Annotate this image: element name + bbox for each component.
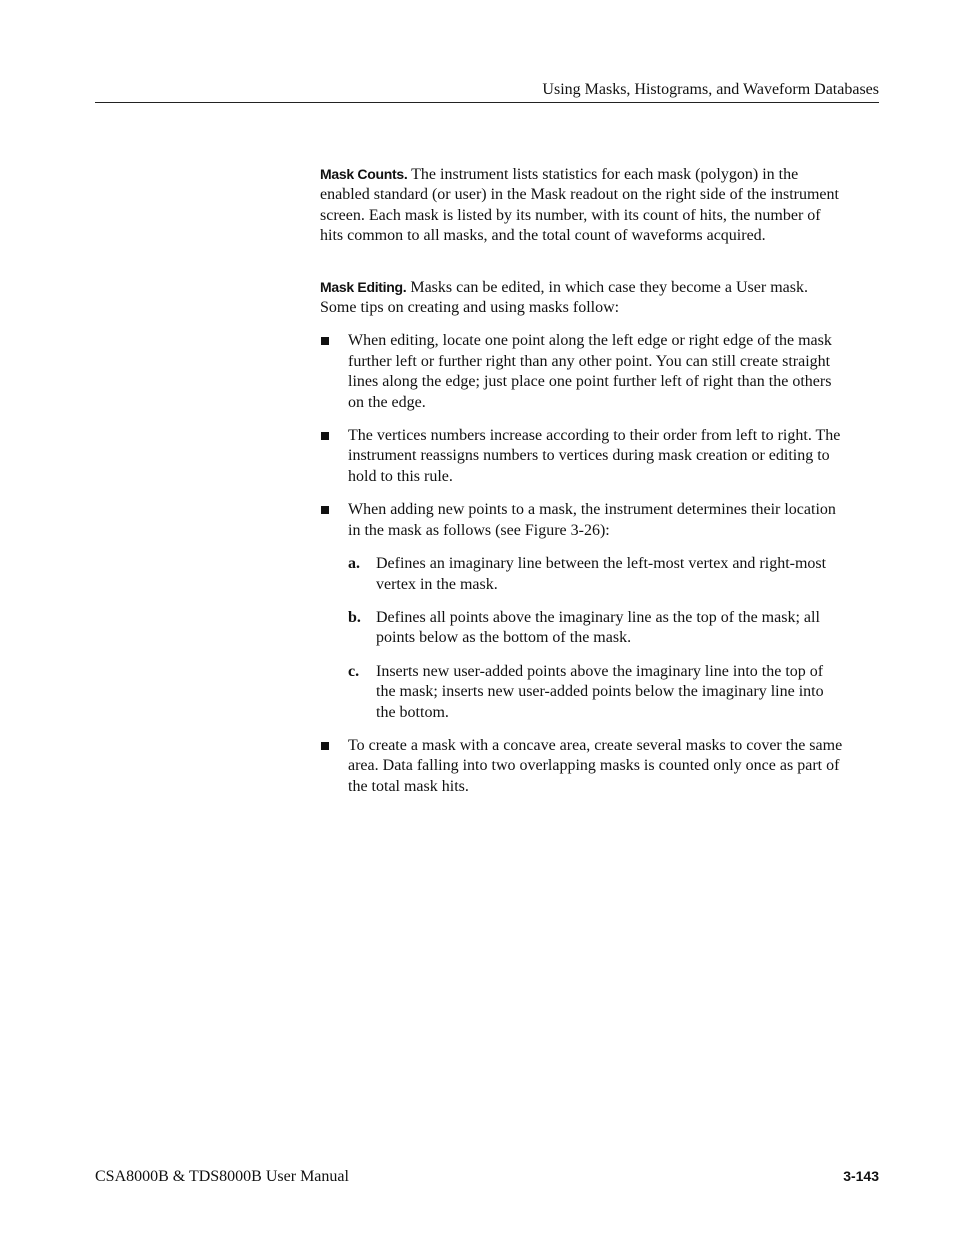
- tip-1-line-4: on the edge.: [348, 393, 426, 411]
- tip-2-line-3: hold to this rule.: [348, 467, 453, 485]
- mask-editing-line-1: [320, 277, 880, 298]
- bullet-square-icon: [321, 742, 329, 750]
- tip-2-line-1: The vertices numbers increase according to their order from left to right. The: [348, 427, 841, 445]
- step-b-line-2: points below as the bottom of the mask.: [376, 629, 632, 647]
- step-a-line-1: Defines an imaginary line between the left-most vertex and right-most: [376, 555, 827, 573]
- tip-3-line-1: When adding new points to a mask, the instrument determines their location: [348, 501, 836, 519]
- step-item: [348, 554, 880, 595]
- tip-4-line-2: area. Data falling into two overlapping masks is counted only once as part of: [348, 757, 840, 775]
- list-item: [320, 500, 880, 723]
- step-a-line-2: vertex in the mask.: [376, 575, 498, 593]
- tip-4-line-3: the total mask hits.: [348, 777, 469, 795]
- mask-editing-line-2: Some tips on creating and using masks follow:: [320, 299, 620, 317]
- step-letter: b.: [348, 608, 361, 626]
- tip-2-line-2: instrument reassigns numbers to vertices during mask creation or editing to: [348, 447, 830, 465]
- bullet-square-icon: [321, 432, 329, 440]
- step-c-line-2: the mask; inserts new user-added points below the imaginary line into: [376, 683, 824, 701]
- tip-1-line-1: When editing, locate one point along the left edge or right edge of the mask: [348, 332, 832, 350]
- list-item: [320, 736, 880, 797]
- step-c-line-1: Inserts new user-added points above the imaginary line into the top of: [376, 662, 824, 680]
- mask-counts-line-4: hits common to all masks, and the total count of waveforms acquired.: [320, 227, 766, 245]
- mask-counts-text-1: The instrument lists statistics for each mask (polygon) in the: [411, 166, 799, 183]
- step-letter: a.: [348, 555, 360, 573]
- mask-editing-paragraph: [320, 277, 880, 319]
- bullet-square-icon: [321, 337, 329, 345]
- tip-3-line-2: in the mask as follows (see Figure 3-26):: [348, 521, 610, 539]
- step-b-line-1: Defines all points above the imaginary line as the top of the mask; all: [376, 608, 820, 626]
- mask-counts-line-1: [320, 164, 880, 185]
- tip-4-line-1: To create a mask with a concave area, create several masks to cover the same: [348, 736, 843, 754]
- step-c-line-3: the bottom.: [376, 703, 449, 721]
- tip-1-line-3: lines along the edge; just place one point further left of right than the others: [348, 373, 832, 391]
- tip-1-line-2: further left or further right than any other point. You can still create straight: [348, 352, 831, 370]
- step-item: [348, 662, 880, 723]
- header-rule: [95, 102, 879, 103]
- mask-counts-line-2: enabled standard (or user) in the Mask readout on the right side of the instrument: [320, 186, 839, 204]
- mask-tips-list: [320, 331, 880, 797]
- list-item: [320, 331, 880, 413]
- footer-manual-title: CSA8000B & TDS8000B User Manual: [95, 1168, 349, 1185]
- list-item: [320, 426, 880, 487]
- page-content: [320, 164, 880, 810]
- page-header-title: Using Masks, Histograms, and Waveform Databases: [542, 81, 879, 98]
- mask-counts-line-3: screen. Each mask is listed by its number, with its count of hits, the number of: [320, 206, 821, 224]
- step-item: [348, 608, 880, 649]
- mask-editing-heading: Mask Editing.: [320, 278, 407, 295]
- footer-page-number: 3-143: [843, 1168, 879, 1184]
- mask-counts-heading: Mask Counts.: [320, 166, 408, 182]
- step-letter: c.: [348, 662, 360, 680]
- mask-editing-text-1: Masks can be edited, in which case they become a User mask.: [410, 278, 808, 296]
- point-location-steps: [348, 554, 880, 723]
- mask-counts-paragraph: [320, 164, 880, 247]
- bullet-square-icon: [321, 506, 329, 514]
